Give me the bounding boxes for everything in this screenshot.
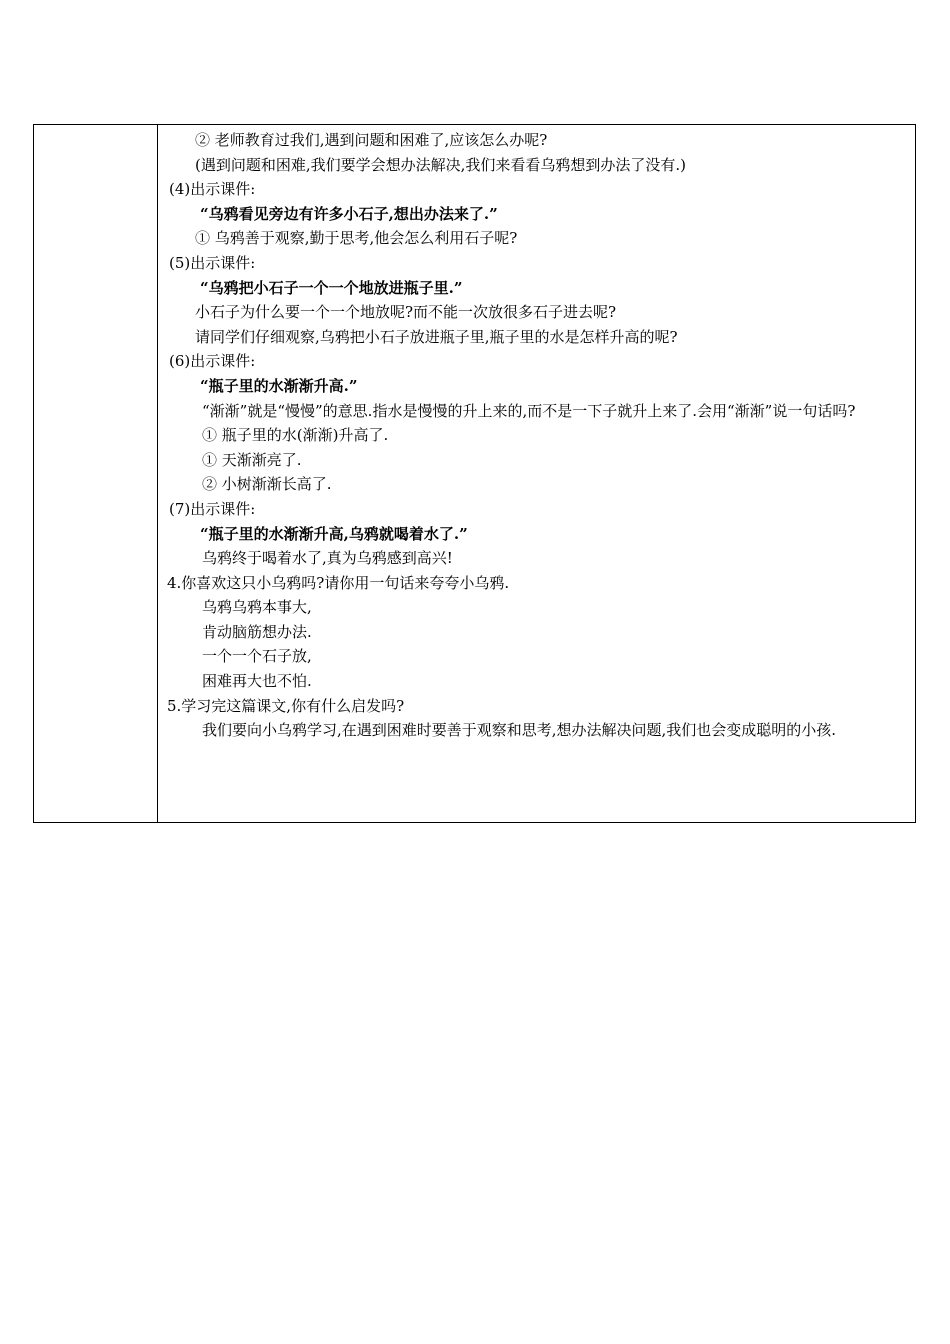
section-heading: (5)出示课件: — [169, 253, 256, 272]
text-paragraph: “渐渐”就是“慢慢”的意思.指水是慢慢的升上来的,而不是一下子就升上来了.会用“渐渐”说一句话吗? — [202, 401, 856, 420]
courseware-quote: “瓶子里的水渐渐升高,乌鸦就喝着水了.” — [200, 524, 468, 543]
section-heading: (6)出示课件: — [169, 352, 256, 371]
courseware-quote: “乌鸦看见旁边有许多小石子,想出办法来了.” — [200, 204, 498, 223]
poem-line: 肯动脑筋想办法. — [202, 622, 312, 641]
text-line: 小石子为什么要一个一个地放呢?而不能一次放很多石子进去呢? — [195, 303, 617, 322]
example-sentence: ① 天渐渐亮了. — [202, 450, 302, 469]
section-heading: (7)出示课件: — [169, 499, 256, 518]
poem-line: 一个一个石子放, — [202, 647, 312, 666]
table-left-column — [34, 125, 158, 822]
text-line: 乌鸦终于喝着水了,真为乌鸦感到高兴! — [202, 549, 453, 568]
courseware-quote: “瓶子里的水渐渐升高.” — [200, 376, 358, 395]
numbered-item: 5.学习完这篇课文,你有什么启发吗? — [167, 696, 405, 715]
section-heading: (4)出示课件: — [169, 180, 256, 199]
example-sentence: ② 小树渐渐长高了. — [202, 475, 332, 494]
lesson-table — [33, 124, 916, 823]
text-line: 请同学们仔细观察,乌鸦把小石子放进瓶子里,瓶子里的水是怎样升高的呢? — [195, 327, 678, 346]
text-line: ① 乌鸦善于观察,勤于思考,他会怎么利用石子呢? — [195, 229, 518, 248]
poem-line: 乌鸦乌鸦本事大, — [202, 598, 312, 617]
courseware-quote: “乌鸦把小石子一个一个地放进瓶子里.” — [200, 278, 463, 297]
numbered-item: 4.你喜欢这只小乌鸦吗?请你用一句话来夸夸小乌鸦. — [167, 573, 510, 592]
text-line: ② 老师教育过我们,遇到问题和困难了,应该怎么办呢? — [195, 131, 548, 149]
text-line: (遇到问题和困难,我们要学会想办法解决,我们来看看乌鸦想到办法了没有.) — [195, 155, 687, 174]
poem-line: 困难再大也不怕. — [202, 672, 312, 691]
table-content-cell — [158, 125, 915, 822]
example-sentence: ① 瓶子里的水(渐渐)升高了. — [202, 426, 389, 445]
text-paragraph: 我们要向小乌鸦学习,在遇到困难时要善于观察和思考,想办法解决问题,我们也会变成聪明的小孩. — [202, 721, 837, 740]
